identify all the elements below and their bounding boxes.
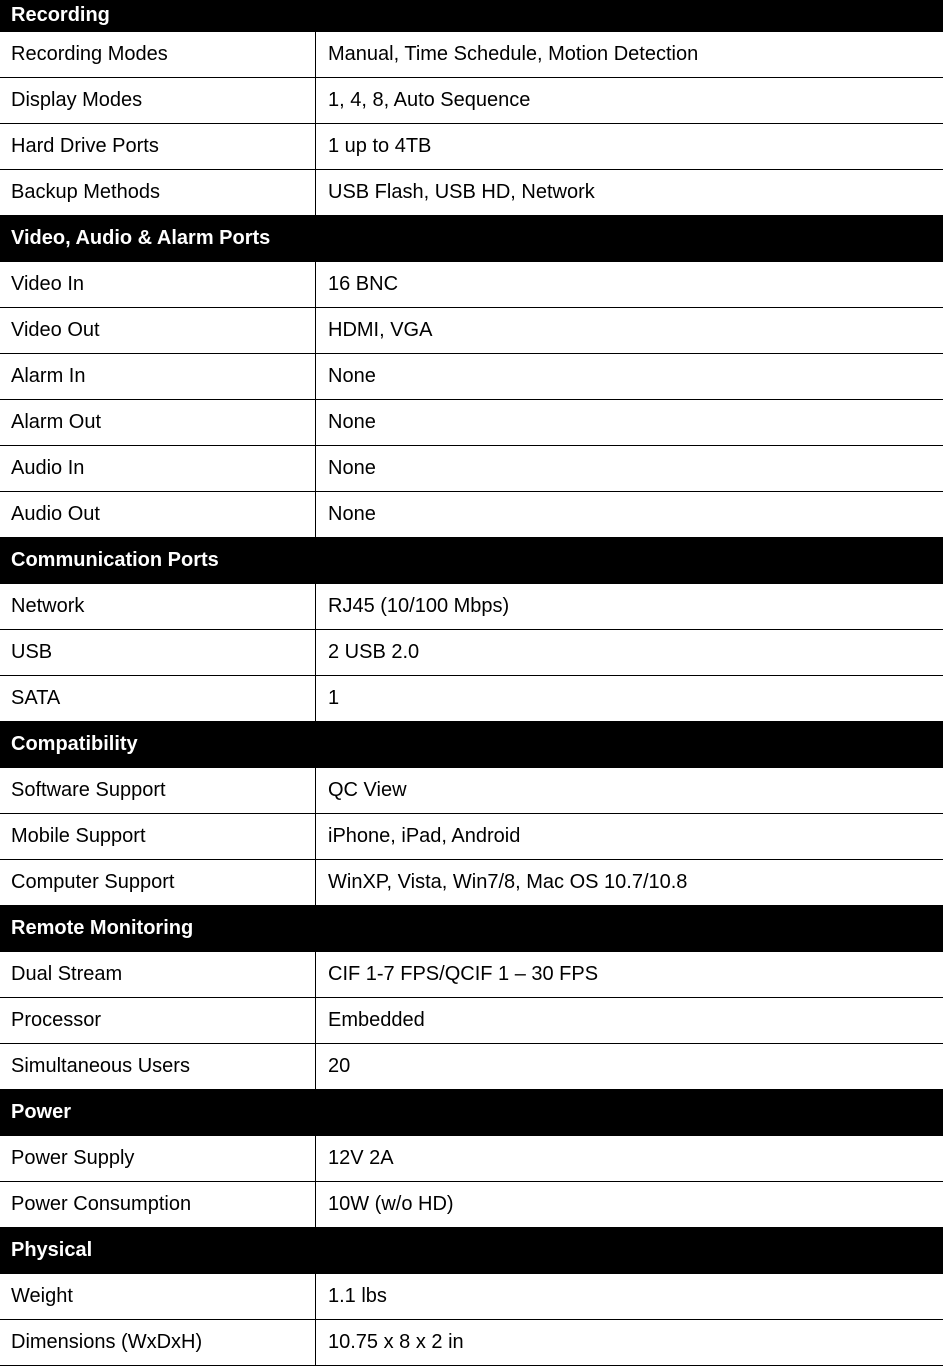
spec-label: Dual Stream bbox=[0, 952, 316, 997]
spec-value: WinXP, Vista, Win7/8, Mac OS 10.7/10.8 bbox=[328, 871, 688, 893]
table-row bbox=[0, 952, 943, 998]
spec-value: HDMI, VGA bbox=[328, 319, 433, 341]
table-row bbox=[0, 814, 943, 860]
section-header: Video, Audio & Alarm Ports bbox=[0, 216, 943, 262]
table-row bbox=[0, 768, 943, 814]
table-row bbox=[0, 446, 943, 492]
table-row bbox=[0, 492, 943, 538]
table-row bbox=[0, 400, 943, 446]
spec-label: Alarm Out bbox=[0, 400, 316, 445]
section-header: Compatibility bbox=[0, 722, 943, 768]
section-header: Remote Monitoring bbox=[0, 906, 943, 952]
spec-value: 20 bbox=[328, 1055, 351, 1077]
table-row bbox=[0, 262, 943, 308]
spec-value: 12V 2A bbox=[328, 1147, 394, 1169]
spec-label: Display Modes bbox=[0, 78, 316, 123]
spec-label: Power Supply bbox=[0, 1136, 316, 1181]
spec-value: 1 up to 4TB bbox=[328, 135, 432, 157]
spec-value: None bbox=[328, 411, 376, 433]
spec-label: Audio Out bbox=[0, 492, 316, 537]
spec-label: Alarm In bbox=[0, 354, 316, 399]
table-row bbox=[0, 124, 943, 170]
spec-value: CIF 1-7 FPS/QCIF 1 – 30 FPS bbox=[328, 963, 599, 985]
spec-label: Audio In bbox=[0, 446, 316, 491]
table-row bbox=[0, 630, 943, 676]
spec-value: None bbox=[328, 365, 376, 387]
spec-label: Software Support bbox=[0, 768, 316, 813]
section-header: Physical bbox=[0, 1228, 943, 1274]
spec-label: Backup Methods bbox=[0, 170, 316, 215]
spec-label: Computer Support bbox=[0, 860, 316, 905]
table-row bbox=[0, 1044, 943, 1090]
spec-value: 1, 4, 8, Auto Sequence bbox=[328, 89, 531, 111]
table-row bbox=[0, 584, 943, 630]
spec-value: 1.1 lbs bbox=[328, 1285, 387, 1307]
spec-value: RJ45 (10/100 Mbps) bbox=[328, 595, 510, 617]
spec-value: 1 bbox=[328, 687, 340, 709]
table-row bbox=[0, 170, 943, 216]
spec-value: Embedded bbox=[328, 1009, 425, 1031]
table-row bbox=[0, 1320, 943, 1366]
spec-label: Weight bbox=[0, 1274, 316, 1319]
table-row bbox=[0, 78, 943, 124]
table-row bbox=[0, 676, 943, 722]
spec-value: QC View bbox=[328, 779, 407, 801]
spec-value: None bbox=[328, 503, 376, 525]
table-row bbox=[0, 354, 943, 400]
table-row bbox=[0, 1136, 943, 1182]
spec-value: 10W (w/o HD) bbox=[328, 1193, 454, 1215]
spec-label: Processor bbox=[0, 998, 316, 1043]
spec-value: 2 USB 2.0 bbox=[328, 641, 420, 663]
table-row bbox=[0, 1182, 943, 1228]
spec-label: Simultaneous Users bbox=[0, 1044, 316, 1089]
table-row bbox=[0, 1274, 943, 1320]
table-row bbox=[0, 308, 943, 354]
table-row bbox=[0, 998, 943, 1044]
spec-value: iPhone, iPad, Android bbox=[328, 825, 521, 847]
spec-label: Power Consumption bbox=[0, 1182, 316, 1227]
section-header: Recording bbox=[0, 0, 943, 32]
spec-label: Video In bbox=[0, 262, 316, 307]
section-header: Communication Ports bbox=[0, 538, 943, 584]
spec-label: Hard Drive Ports bbox=[0, 124, 316, 169]
spec-label: Recording Modes bbox=[0, 32, 316, 77]
spec-label: Video Out bbox=[0, 308, 316, 353]
table-row bbox=[0, 32, 943, 78]
spec-value: Manual, Time Schedule, Motion Detection bbox=[328, 43, 699, 65]
spec-value: None bbox=[328, 457, 376, 479]
spec-label: Network bbox=[0, 584, 316, 629]
spec-label: Mobile Support bbox=[0, 814, 316, 859]
spec-label: USB bbox=[0, 630, 316, 675]
table-row bbox=[0, 860, 943, 906]
spec-label: Dimensions (WxDxH) bbox=[0, 1320, 316, 1365]
spec-value: 10.75 x 8 x 2 in bbox=[328, 1331, 464, 1353]
spec-label: SATA bbox=[0, 676, 316, 721]
spec-value: USB Flash, USB HD, Network bbox=[328, 181, 595, 203]
section-header: Power bbox=[0, 1090, 943, 1136]
spec-value: 16 BNC bbox=[328, 273, 399, 295]
